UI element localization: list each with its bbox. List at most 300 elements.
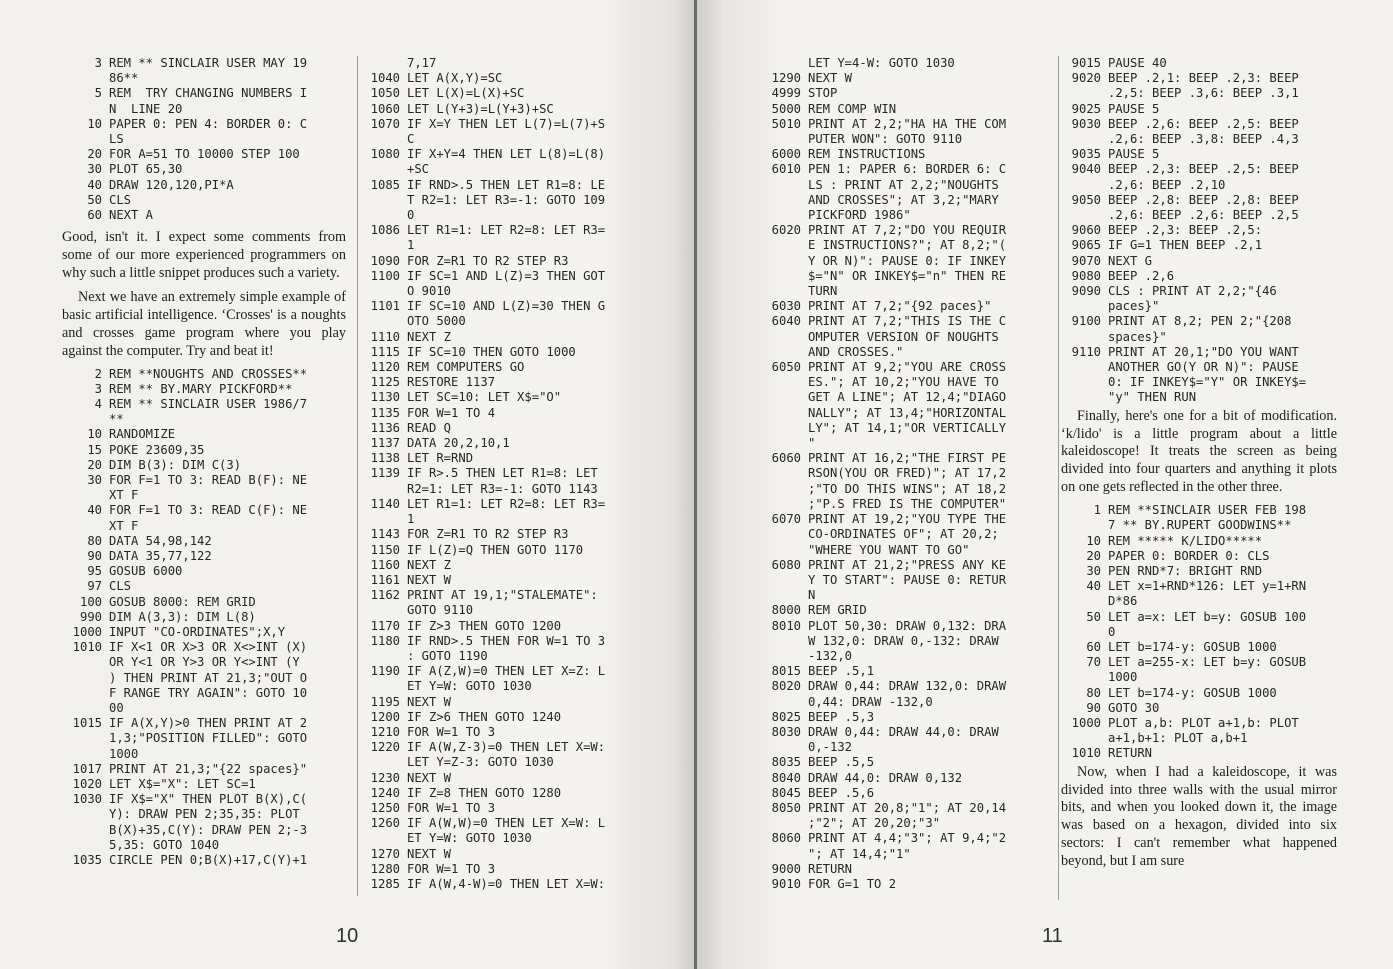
- code-text: CIRCLE PEN 0;B(X)+17,C(Y)+1: [109, 853, 308, 868]
- code-text: POKE 23609,35: [109, 442, 205, 457]
- page-number: 11: [1042, 925, 1063, 947]
- code-text: RESTORE 1137: [407, 375, 496, 390]
- code-line: [761, 710, 1046, 725]
- line-number: 3: [94, 381, 102, 396]
- code-line: [761, 725, 1046, 755]
- code-text: IF A(W,W)=0 THEN LET X=W: L ET Y=W: GOTO 1030: [407, 816, 606, 846]
- code-text: LET L(Y+3)=L(Y+3)+SC: [407, 101, 554, 116]
- code-line: [761, 117, 1046, 147]
- code-line: [360, 588, 652, 618]
- line-number: 6020: [771, 223, 801, 238]
- code-line: [360, 573, 652, 588]
- line-number: 60: [1086, 640, 1101, 655]
- code-text: PRINT AT 19,2;"YOU TYPE THE CO-ORDINATES OF"; AT 20,2; "WHERE YOU WANT TO GO": [808, 512, 1007, 557]
- code-text: IF SC=1 AND L(Z)=3 THEN GOT O 9010: [407, 268, 606, 299]
- code-text: BEEP .5,5: [808, 755, 875, 770]
- code-text: IF RND>.5 THEN FOR W=1 TO 3 : GOTO 1190: [407, 633, 606, 663]
- line-number: 1130: [370, 390, 400, 405]
- code-line: [360, 117, 652, 147]
- line-number: 8060: [771, 831, 801, 846]
- column-divider: [357, 56, 358, 896]
- code-text: BEEP .2,6: BEEP .2,5: BEEP .2,6: BEEP .3,8: BEEP .4,3: [1108, 116, 1299, 147]
- code-text: BEEP .2,1: BEEP .2,3: BEEP .2,5: BEEP .3,6: BEEP .3,1: [1108, 71, 1299, 101]
- line-number: 1137: [370, 436, 400, 451]
- code-text: DRAW 0,44: DRAW 132,0: DRAW 0,44: DRAW -132,0: [808, 679, 1007, 709]
- line-number: 80: [1086, 685, 1101, 700]
- right-column-2: [1061, 56, 1337, 877]
- code-line: [360, 847, 652, 862]
- code-text: STOP: [808, 86, 838, 101]
- line-number: 1162: [370, 588, 400, 603]
- code-text: FOR A=51 TO 10000 STEP 100: [109, 147, 300, 162]
- code-text: FOR F=1 TO 3: READ C(F): NE XT F: [109, 503, 308, 533]
- line-number: 1010: [1071, 746, 1101, 761]
- code-text: DATA 35,77,122: [109, 549, 212, 564]
- line-number: 6010: [771, 162, 801, 177]
- line-number: 20: [87, 147, 102, 162]
- line-number: 15: [87, 442, 102, 457]
- code-text: IF X<1 OR X>3 OR X<>INT (X) OR Y<1 OR Y>3 OR Y<>INT (Y ) THEN PRINT AT 21,3;"OUT O F RANGE TRY AGAIN": GOTO 10 00: [109, 640, 308, 716]
- code-text: REM GRID: [808, 603, 867, 618]
- code-line: [360, 527, 652, 542]
- code-line: [761, 771, 1046, 786]
- line-number: 6060: [771, 451, 801, 466]
- code-text: IF A(Z,W)=0 THEN LET X=Z: L ET Y=W: GOTO 1030: [407, 664, 606, 694]
- code-line: [1061, 610, 1337, 640]
- code-line: [761, 801, 1046, 831]
- code-line: [1061, 56, 1337, 71]
- code-line: [62, 549, 346, 564]
- line-number: 1143: [370, 527, 400, 542]
- code-line: [62, 595, 346, 610]
- code-text: LET R=RND: [407, 451, 474, 466]
- code-line: [360, 421, 652, 436]
- code-line: [62, 777, 346, 792]
- code-text: REM **SINCLAIR USER FEB 198 7 ** BY.RUPERT GOODWINS**: [1108, 503, 1307, 533]
- code-line: [761, 558, 1046, 604]
- line-number: 1170: [370, 618, 400, 633]
- code-text: PRINT AT 20,8;"1"; AT 20,14 ;"2"; AT 20,20;"3": [808, 800, 1007, 831]
- line-number: 1010: [72, 640, 102, 655]
- code-text: DATA 20,2,10,1: [407, 436, 510, 451]
- line-number: 70: [1086, 655, 1101, 670]
- code-text: DRAW 44,0: DRAW 0,132: [808, 770, 963, 785]
- code-text: REM **NOUGHTS AND CROSSES**: [109, 366, 308, 381]
- code-line: [62, 610, 346, 625]
- line-number: 1138: [370, 451, 400, 466]
- code-line: [360, 740, 652, 770]
- code-text: PRINT AT 7,2;"THIS IS THE C OMPUTER VERSION OF NOUGHTS AND CROSSES.": [808, 314, 1007, 359]
- code-text: DRAW 0,44: DRAW 44,0: DRAW 0,-132: [808, 724, 999, 755]
- line-number: 9050: [1071, 192, 1101, 207]
- code-text: LET a=255-x: LET b=y: GOSUB 1000: [1108, 655, 1307, 685]
- line-number: 9010: [771, 876, 801, 891]
- left-column-1: [62, 56, 346, 868]
- line-number: 1120: [370, 360, 400, 375]
- code-line: [62, 640, 346, 716]
- line-number: 8025: [771, 709, 801, 724]
- code-line: [761, 56, 1046, 71]
- code-text: PLOT 65,30: [109, 162, 183, 177]
- line-number: 8020: [771, 679, 801, 694]
- code-line: [761, 223, 1046, 299]
- line-number: 9000: [771, 861, 801, 876]
- code-text: NEXT W: [407, 694, 452, 709]
- line-number: 10: [87, 427, 102, 442]
- code-text: GOTO 30: [1108, 700, 1160, 715]
- article-paragraph: Good, isn't it. I expect some comments from some of our more experienced programmers on why such a little snippet produces such a variety.: [62, 229, 346, 282]
- line-number: 1190: [370, 664, 400, 679]
- code-text: GOSUB 8000: REM GRID: [109, 594, 256, 609]
- code-line: [1061, 579, 1337, 609]
- code-line: [761, 786, 1046, 801]
- code-line: [360, 497, 652, 527]
- code-line: [761, 102, 1046, 117]
- code-text: BEEP .2,3: BEEP .2,5: BEEP .2,6: BEEP .2,10: [1108, 162, 1299, 192]
- code-text: LET x=1+RND*126: LET y=1+RN D*86: [1108, 579, 1307, 609]
- code-line: [761, 299, 1046, 314]
- code-line: [761, 147, 1046, 162]
- code-text: LET A(X,Y)=SC: [407, 71, 503, 86]
- code-line: [1061, 345, 1337, 406]
- code-text: GOSUB 6000: [109, 564, 183, 579]
- line-number: 6000: [771, 147, 801, 162]
- code-text: LET Y=4-W: GOTO 1030: [808, 56, 955, 70]
- code-text: REM ** SINCLAIR USER 1986/7 **: [109, 396, 308, 427]
- code-line: [62, 853, 346, 868]
- code-text: LET SC=10: LET X$="O": [407, 390, 562, 405]
- line-number: 5010: [771, 116, 801, 131]
- line-number: 30: [1086, 564, 1101, 579]
- code-line: [360, 695, 652, 710]
- code-text: BEEP .5,6: [808, 785, 875, 800]
- code-text: BEEP .2,6: [1108, 268, 1175, 283]
- code-text: LET b=174-y: GOSUB 1000: [1108, 685, 1277, 700]
- line-number: 1086: [370, 223, 400, 238]
- code-text: RANDOMIZE: [109, 427, 176, 442]
- line-number: 1050: [370, 86, 400, 101]
- code-text: PRINT AT 2,2;"HA HA THE COM PUTER WON": GOTO 9110: [808, 116, 1007, 147]
- line-number: 8010: [771, 618, 801, 633]
- code-text: LET R1=1: LET R2=8: LET R3= 1: [407, 223, 606, 253]
- line-number: 80: [87, 533, 102, 548]
- code-line: [1061, 193, 1337, 223]
- line-number: 2: [94, 366, 102, 381]
- line-number: 1230: [370, 770, 400, 785]
- code-line: [62, 473, 346, 503]
- code-line: [1061, 716, 1337, 746]
- code-text: INPUT "CO-ORDINATES";X,Y: [109, 625, 286, 640]
- code-line: [360, 466, 652, 496]
- code-line: [1061, 503, 1337, 533]
- line-number: 990: [79, 609, 102, 624]
- line-number: 9035: [1071, 147, 1101, 162]
- code-text: FOR W=1 TO 3: [407, 861, 496, 876]
- code-text: LET L(X)=L(X)+SC: [407, 86, 525, 101]
- code-text: BEEP .2,3: BEEP .2,5:: [1108, 223, 1263, 238]
- code-line: [360, 725, 652, 740]
- line-number: 20: [1086, 548, 1101, 563]
- code-line: [360, 345, 652, 360]
- code-text: LET R1=1: LET R2=8: LET R3= 1: [407, 496, 606, 527]
- code-line: [360, 877, 652, 892]
- code-text: FOR G=1 TO 2: [808, 876, 897, 891]
- code-line: [761, 314, 1046, 360]
- code-text: PRINT AT 21,2;"PRESS ANY KE Y TO START": PAUSE 0: RETUR N: [808, 557, 1007, 603]
- code-line: [761, 619, 1046, 665]
- code-text: PEN 1: PAPER 6: BORDER 6: C LS : PRINT AT 2,2;"NOUGHTS AND CROSSES"; AT 3,2;"MARY PICKFORD 1986": [808, 162, 1007, 223]
- line-number: 50: [87, 192, 102, 207]
- code-line: [1061, 162, 1337, 192]
- line-number: 97: [87, 579, 102, 594]
- code-line: [1061, 534, 1337, 549]
- code-line: [360, 71, 652, 86]
- code-text: IF R>.5 THEN LET R1=8: LET R2=1: LET R3=-1: GOTO 1143: [407, 466, 598, 496]
- code-line: [1061, 223, 1337, 238]
- code-line: [1061, 238, 1337, 253]
- code-text: RETURN: [1108, 746, 1153, 761]
- code-line: [1061, 254, 1337, 269]
- code-text: IF A(W,Z-3)=0 THEN LET X=W: LET Y=Z-3: GOTO 1030: [407, 740, 606, 770]
- code-line: [761, 360, 1046, 451]
- line-number: 60: [87, 208, 102, 223]
- code-line: [62, 503, 346, 533]
- code-line: [1061, 701, 1337, 716]
- line-number: 8000: [771, 603, 801, 618]
- code-text: REM ***** K/LIDO*****: [1108, 533, 1263, 548]
- line-number: 9100: [1071, 314, 1101, 329]
- line-number: 1060: [370, 101, 400, 116]
- line-number: 8050: [771, 800, 801, 815]
- code-line: [1061, 746, 1337, 761]
- code-line: [62, 397, 346, 427]
- code-text: FOR W=1 TO 3: [407, 724, 496, 739]
- line-number: 9070: [1071, 253, 1101, 268]
- code-line: [1061, 71, 1337, 101]
- code-text: PRINT AT 16,2;"THE FIRST PE RSON(YOU OR FRED)"; AT 17,2 ;"TO DO THIS WINS"; AT 18,2 ;"P.S FRED IS THE COMPUTER": [808, 451, 1007, 511]
- left-column-2: [360, 56, 652, 892]
- right-page: [697, 0, 1393, 969]
- code-line: [1061, 314, 1337, 344]
- code-line: [360, 710, 652, 725]
- line-number: 90: [1086, 700, 1101, 715]
- line-number: 8045: [771, 785, 801, 800]
- code-text: IF X$="X" THEN PLOT B(X),C( Y): DRAW PEN 2;35,35: PLOT B(X)+35,C(Y): DRAW PEN 2;-3 5,35: GOTO 1040: [109, 792, 308, 852]
- line-number: 8040: [771, 770, 801, 785]
- code-line: [360, 406, 652, 421]
- code-text: IF SC=10 AND L(Z)=30 THEN G OTO 5000: [407, 299, 606, 329]
- line-number: 1015: [72, 716, 102, 731]
- code-line: [1061, 640, 1337, 655]
- line-number: 4999: [771, 86, 801, 101]
- code-line: [62, 147, 346, 162]
- line-number: 30: [87, 162, 102, 177]
- line-number: 1150: [370, 542, 400, 557]
- code-line: [360, 330, 652, 345]
- line-number: 1139: [370, 466, 400, 481]
- code-text: IF SC=10 THEN GOTO 1000: [407, 344, 576, 359]
- code-text: NEXT G: [1108, 253, 1153, 268]
- line-number: 20: [87, 457, 102, 472]
- code-line: [1061, 655, 1337, 685]
- code-text: PRINT AT 21,3;"{22 spaces}": [109, 761, 308, 776]
- code-text: PAUSE 5: [1108, 147, 1160, 162]
- code-line: [360, 558, 652, 573]
- line-number: 40: [87, 177, 102, 192]
- column-divider: [1058, 56, 1059, 900]
- code-text: REM ** BY.MARY PICKFORD**: [109, 381, 293, 396]
- code-line: [62, 534, 346, 549]
- code-line: [761, 831, 1046, 861]
- code-text: REM TRY CHANGING NUMBERS I N LINE 20: [109, 86, 308, 116]
- code-line: [62, 458, 346, 473]
- code-text: PEN RND*7: BRIGHT RND: [1108, 564, 1263, 579]
- code-text: IF Z=8 THEN GOTO 1280: [407, 785, 562, 800]
- code-text: IF A(X,Y)>0 THEN PRINT AT 2 1,3;"POSITION FILLED": GOTO 1000: [109, 716, 308, 761]
- code-line: [360, 801, 652, 816]
- code-text: BEEP .2,8: BEEP .2,8: BEEP .2,6: BEEP .2,6: BEEP .2,5: [1108, 192, 1299, 223]
- code-line: [1061, 147, 1337, 162]
- line-number: 9030: [1071, 116, 1101, 131]
- code-text: PAPER 0: PEN 4: BORDER 0: C LS: [109, 116, 308, 147]
- code-text: IF Z>6 THEN GOTO 1240: [407, 709, 562, 724]
- code-text: NEXT Z: [407, 557, 452, 572]
- code-line: [360, 816, 652, 846]
- code-text: IF Z>3 THEN GOTO 1200: [407, 618, 562, 633]
- code-line: [761, 603, 1046, 618]
- line-number: 9080: [1071, 268, 1101, 283]
- code-text: IF L(Z)=Q THEN GOTO 1170: [407, 542, 584, 557]
- line-number: 1080: [370, 147, 400, 162]
- code-text: NEXT W: [407, 572, 452, 587]
- code-text: PAUSE 5: [1108, 101, 1160, 116]
- line-number: 1160: [370, 557, 400, 572]
- code-text: LET X$="X": LET SC=1: [109, 777, 256, 792]
- line-number: 5: [94, 86, 102, 101]
- code-text: PRINT AT 4,4;"3"; AT 9,4;"2 "; AT 14,4;"1": [808, 831, 1007, 861]
- line-number: 9025: [1071, 101, 1101, 116]
- line-number: 40: [87, 503, 102, 518]
- code-line: [761, 512, 1046, 558]
- code-line: [360, 771, 652, 786]
- line-number: 1100: [370, 268, 400, 283]
- line-number: 9060: [1071, 223, 1101, 238]
- code-line: [360, 102, 652, 117]
- line-number: 6040: [771, 314, 801, 329]
- line-number: 1020: [72, 777, 102, 792]
- code-line: [1061, 269, 1337, 284]
- code-text: DATA 54,98,142: [109, 533, 212, 548]
- line-number: 1285: [370, 876, 400, 891]
- line-number: 100: [79, 594, 102, 609]
- code-line: [360, 375, 652, 390]
- line-number: 8035: [771, 755, 801, 770]
- code-text: NEXT A: [109, 208, 154, 223]
- line-number: 50: [1086, 609, 1101, 624]
- code-text: NEXT W: [407, 846, 452, 861]
- line-number: 30: [87, 473, 102, 487]
- code-line: [62, 564, 346, 579]
- code-line: [761, 679, 1046, 709]
- code-line: [62, 716, 346, 762]
- line-number: 10: [87, 116, 102, 131]
- line-number: 6080: [771, 557, 801, 572]
- code-text: IF X=Y THEN LET L(7)=L(7)+S C: [407, 116, 606, 147]
- line-number: 1115: [370, 344, 400, 359]
- code-text: READ Q: [407, 420, 452, 435]
- code-line: [1061, 102, 1337, 117]
- code-text: FOR Z=R1 TO R2 STEP R3: [407, 527, 569, 542]
- code-text: LET b=174-y: GOSUB 1000: [1108, 640, 1277, 655]
- code-text: 7,17: [407, 56, 437, 70]
- code-line: [360, 543, 652, 558]
- line-number: 1280: [370, 861, 400, 876]
- line-number: 4: [94, 396, 102, 411]
- code-text: FOR Z=R1 TO R2 STEP R3: [407, 253, 569, 268]
- line-number: 1135: [370, 405, 400, 420]
- line-number: 3: [94, 56, 102, 70]
- code-line: [62, 162, 346, 177]
- code-line: [360, 634, 652, 664]
- line-number: 1085: [370, 177, 400, 192]
- code-line: [360, 269, 652, 299]
- code-line: [1061, 686, 1337, 701]
- line-number: 1260: [370, 816, 400, 831]
- code-text: PRINT AT 19,1;"STALEMATE": GOTO 9110: [407, 588, 598, 618]
- page-number: 10: [336, 925, 359, 947]
- code-line: [761, 877, 1046, 892]
- code-text: FOR F=1 TO 3: READ B(F): NE XT F: [109, 473, 308, 503]
- left-page: [0, 0, 694, 969]
- code-line: [360, 178, 652, 224]
- line-number: 1017: [72, 761, 102, 776]
- code-line: [360, 862, 652, 877]
- line-number: 8015: [771, 664, 801, 679]
- code-line: [761, 86, 1046, 101]
- code-line: [360, 147, 652, 177]
- code-text: BEEP .5,1: [808, 664, 875, 679]
- line-number: 9110: [1071, 344, 1101, 359]
- article-paragraph: Next we have an extremely simple example of basic artificial intelligence. ‘Crosses' is a noughts and crosses game program where you play against the computer. Try and beat it!: [62, 288, 346, 359]
- line-number: [761, 56, 801, 71]
- code-line: [62, 56, 346, 86]
- line-number: 1250: [370, 800, 400, 815]
- line-number: 1220: [370, 740, 400, 755]
- code-line: [62, 792, 346, 853]
- line-number: 9015: [1071, 56, 1101, 70]
- line-number: 1240: [370, 785, 400, 800]
- line-number: 9065: [1071, 238, 1101, 253]
- line-number: 10: [1086, 533, 1101, 548]
- line-number: 1290: [771, 71, 801, 86]
- code-line: [360, 451, 652, 466]
- code-line: [62, 117, 346, 147]
- code-text: PLOT 50,30: DRAW 0,132: DRA W 132,0: DRAW 0,-132: DRAW -132,0: [808, 618, 1007, 663]
- code-line: [761, 451, 1046, 512]
- line-number: 5000: [771, 101, 801, 116]
- code-line: [360, 619, 652, 634]
- code-line: [62, 762, 346, 777]
- line-number: 1136: [370, 420, 400, 435]
- line-number: 90: [87, 549, 102, 564]
- code-text: REM COMPUTERS GO: [407, 360, 525, 375]
- line-number: 1070: [370, 116, 400, 131]
- code-line: [62, 382, 346, 397]
- code-line: [1061, 117, 1337, 147]
- code-line: [1061, 549, 1337, 564]
- code-text: FOR W=1 TO 4: [407, 405, 496, 420]
- line-number: 8030: [771, 724, 801, 739]
